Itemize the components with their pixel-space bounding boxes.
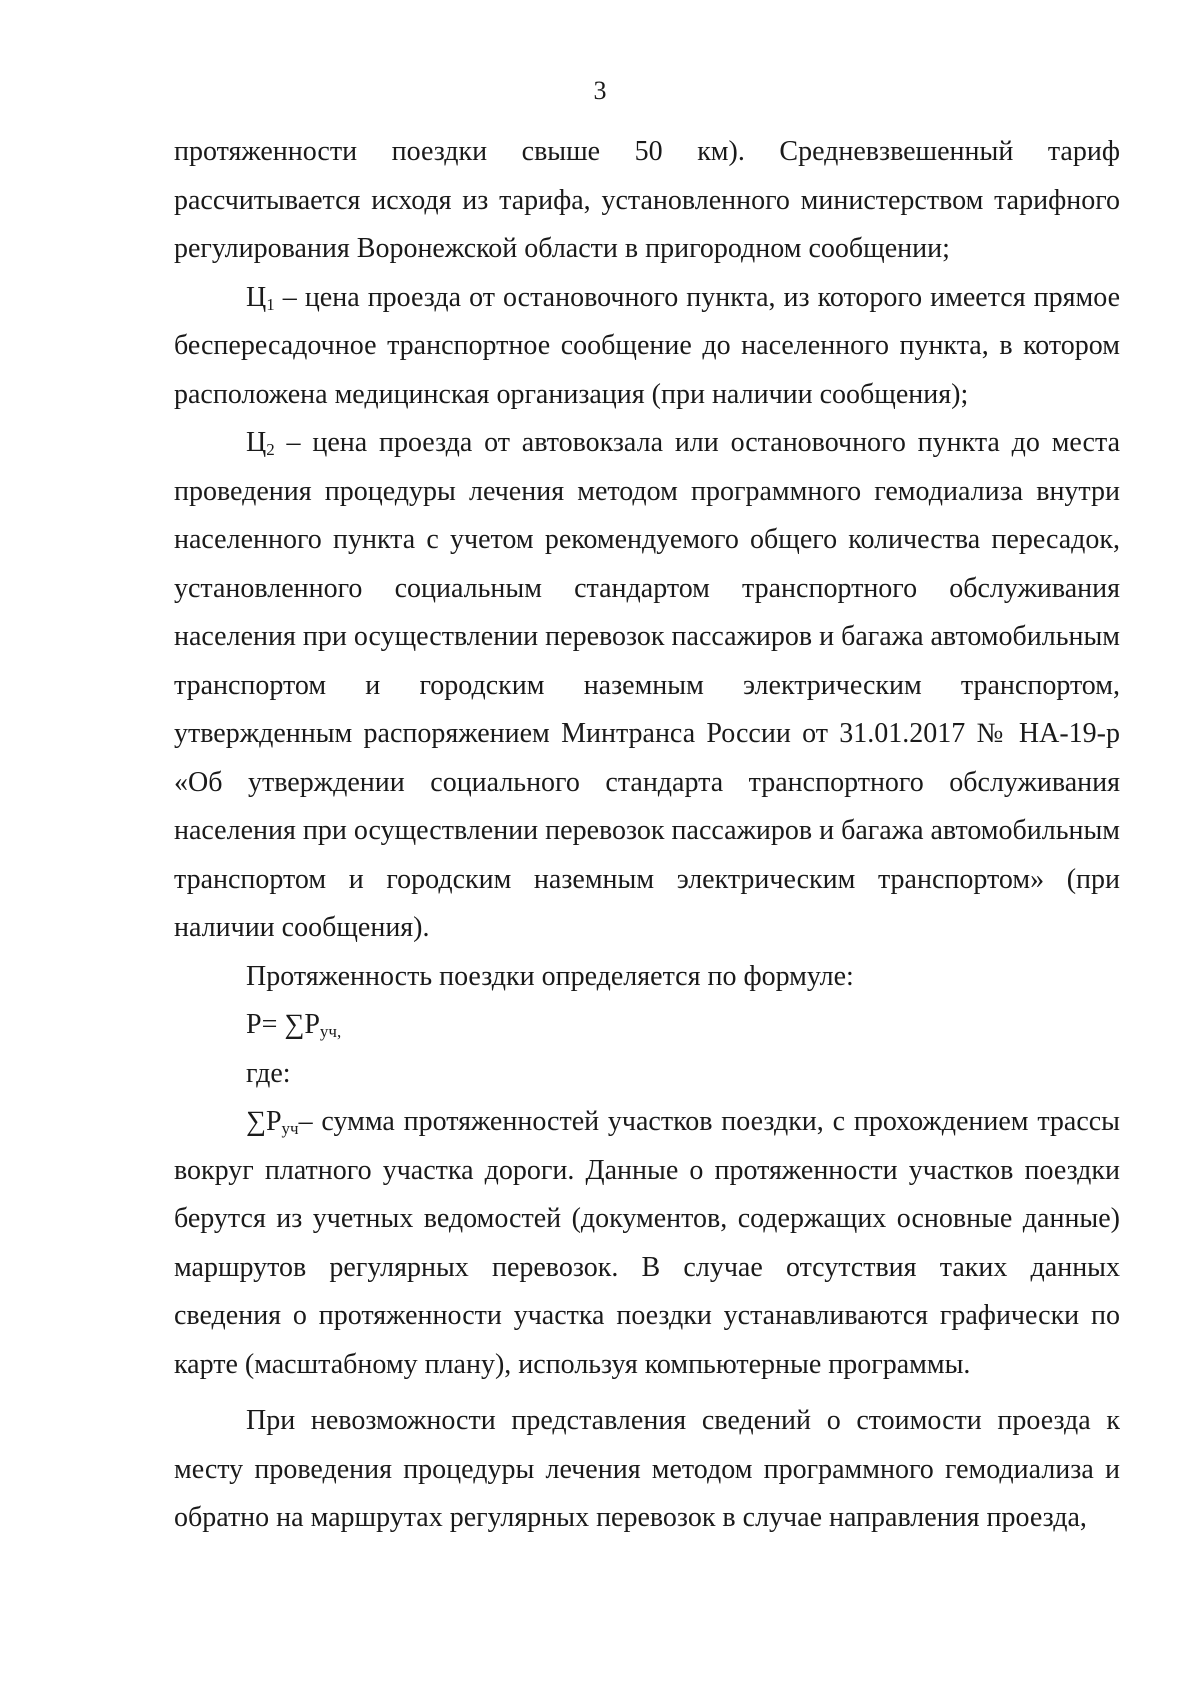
price-2-symbol: Ц	[246, 427, 267, 458]
sum-definition: – сумма протяженностей участков поездки, с прохождением трассы вокруг платного участка дороги. Данные о протяженности участков поездки берутся из учетных ведомостей (документов, содержащих основные данные) маршрутов регулярных перевозок. В случае отсутствия таких данных сведения о протяженности участка поездки устанавливаются графически по карте (масштабному плану), используя компьютерные программы.	[174, 1106, 1120, 1380]
paragraph-sum-definition	[174, 1098, 1120, 1389]
price-2-subscript: 2	[266, 440, 275, 459]
price-2-definition: – цена проезда от автовокзала или остановочного пункта до места проведения процедуры лечения методом программного гемодиализа внутри населенного пункта с учетом рекомендуемого общего количества пересадок, установленного социальным стандартом транспортного обслуживания населения при осуществлении перевозок пассажиров и багажа автомобильным транспортом и городским наземным электрическим транспортом, утвержденным распоряжением Минтранса России от 31.01.2017 № НА-19-р «Об утверждении социального стандарта транспортного обслуживания населения при осуществлении перевозок пассажиров и багажа автомобильным транспортом и городским наземным электрическим транспортом» (при наличии сообщения).	[174, 427, 1120, 943]
formula-length	[174, 1001, 1120, 1050]
page-number: 3	[593, 76, 607, 105]
paragraph-where: где:	[246, 1057, 291, 1089]
paragraph-length-intro: Протяженность поездки определяется по формуле:	[246, 960, 854, 992]
price-1-definition: – цена проезда от остановочного пункта, из которого имеется прямое беспересадочное транспортное сообщение до населенного пункта, в котором расположена медицинская организация (при наличии сообщения);	[174, 281, 1120, 410]
document-body	[174, 128, 1120, 1543]
paragraph-price-2	[174, 419, 1120, 953]
price-1-subscript: 1	[266, 294, 275, 314]
paragraph-impossibility: При невозможности представления сведений о стоимости проезда к месту проведения процедуры лечения методом программного гемодиализа и обратно на маршрутах регулярных перевозок в случае направления проезда,	[174, 1405, 1120, 1533]
formula-subscript: уч,	[319, 1022, 342, 1041]
paragraph-price-1	[174, 274, 1120, 420]
paragraph-continuation: протяженности поездки свыше 50 км). Средневзвешенный тариф рассчитывается исходя из тарифа, установленного министерством тарифного регулирования Воронежской области в пригородном сообщении;	[174, 136, 1120, 264]
price-1-symbol: Ц	[246, 281, 267, 313]
sum-symbol: ∑P	[246, 1106, 282, 1137]
formula-lhs: P= ∑P	[246, 1009, 320, 1040]
sum-subscript: уч	[281, 1119, 299, 1138]
